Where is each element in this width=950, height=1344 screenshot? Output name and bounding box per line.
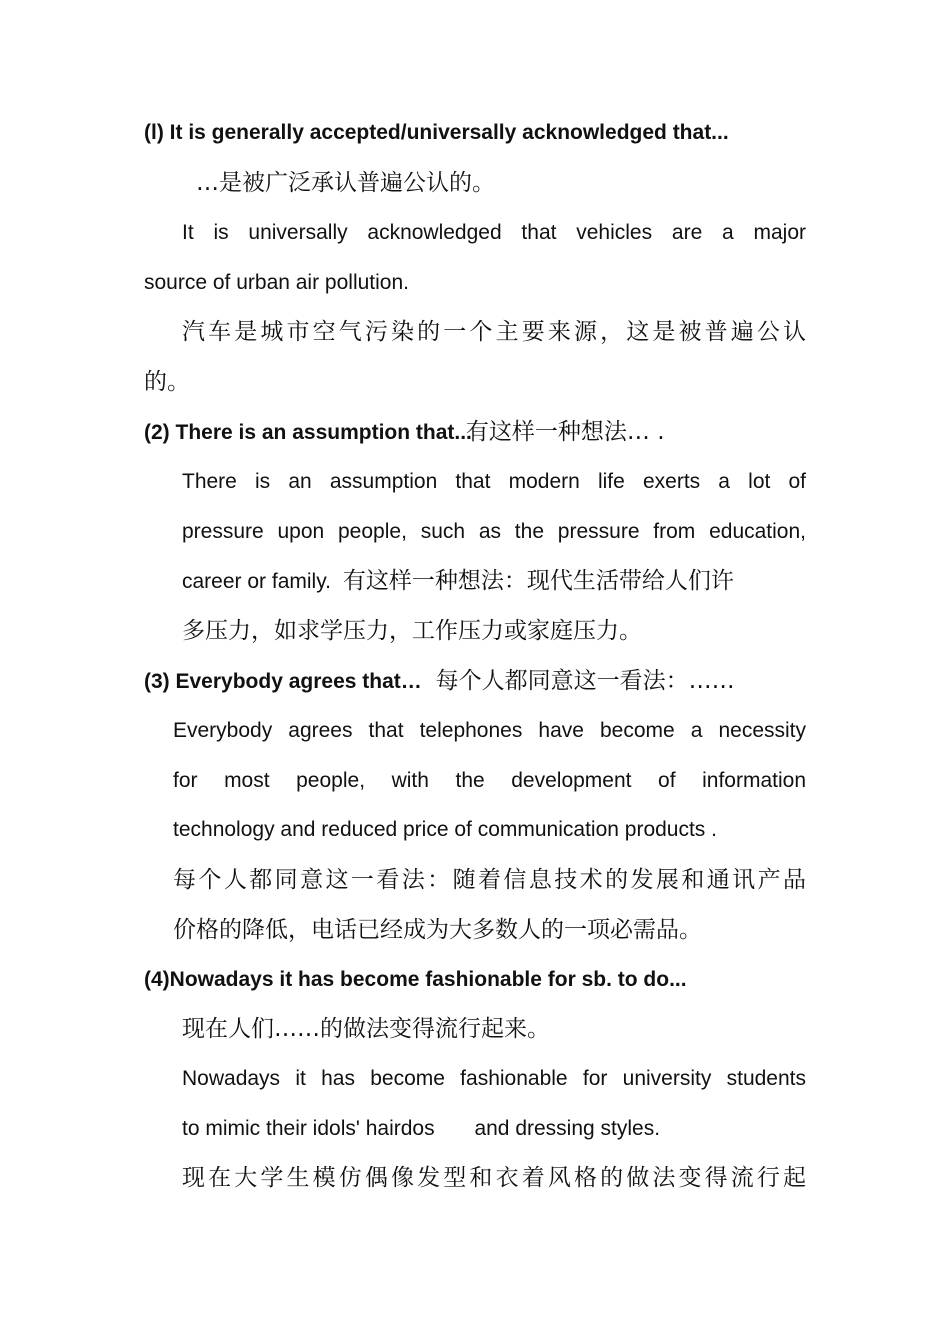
item-4-example-en-line-2b: and dressing styles.: [474, 1117, 661, 1140]
item-2-example-mixed-row: [182, 561, 806, 601]
item-3-heading-row: [144, 661, 806, 701]
item-2-example-en-line-1: There is an assumption that modern life exerts a lot of: [182, 470, 806, 493]
item-2-heading-zh: 有这样一种想法… .: [465, 419, 665, 445]
item-4-meaning: 现在人们……的做法变得流行起来。: [182, 1016, 550, 1042]
item-4-example-zh-line-1: 现在大学生模仿偶像发型和衣着风格的做法变得流行起: [182, 1165, 806, 1191]
item-3-example-zh-line-1: 每个人都同意这一看法：随着信息技术的发展和通讯产品: [173, 867, 806, 893]
item-1-example-en-line-1: It is universally acknowledged that vehicles are a major: [182, 221, 806, 244]
item-1-example-en-line-2: source of urban air pollution.: [144, 271, 409, 294]
item-1-example-zh-line-1: 汽车是城市空气污染的一个主要来源，这是被普遍公认: [182, 319, 806, 345]
item-2-example-zh-line-2: 多压力，如求学压力，工作压力或家庭压力。: [182, 618, 642, 644]
item-4-heading: (4)Nowadays it has become fashionable for sb. to do...: [144, 968, 687, 991]
item-3-example-en-line-1: Everybody agrees that telephones have become a necessity: [173, 719, 806, 742]
item-3-heading: (3) Everybody agrees that…: [144, 670, 422, 693]
item-2-heading: (2) There is an assumption that...: [144, 421, 472, 444]
item-3-heading-zh: 每个人都同意这一看法：……: [435, 668, 735, 694]
item-2-example-zh-line-1: 有这样一种想法：现代生活带给人们许: [342, 568, 734, 594]
item-1-example-zh-line-2: 的。: [144, 369, 190, 395]
item-1-meaning: …是被广泛承认普遍公认的。: [196, 170, 495, 196]
item-1-heading: (l) It is generally accepted/universally acknowledged that...: [144, 121, 729, 144]
item-4-example-en-row-2: [182, 1109, 806, 1149]
item-2-example-en-line-3: career or family.: [182, 570, 331, 593]
item-2-example-en-line-2: pressure upon people, such as the pressure from education,: [182, 520, 806, 543]
item-4-example-en-line-1: Nowadays it has become fashionable for university students: [182, 1067, 806, 1090]
item-3-example-en-line-3: technology and reduced price of communication products .: [173, 818, 717, 841]
item-3-example-en-line-2: for most people, with the development of information: [173, 769, 806, 792]
item-3-example-zh-line-2: 价格的降低，电话已经成为大多数人的一项必需品。: [173, 917, 702, 943]
item-2-heading-row: [144, 412, 806, 452]
item-4-example-en-line-2a: to mimic their idols' hairdos: [182, 1117, 435, 1140]
